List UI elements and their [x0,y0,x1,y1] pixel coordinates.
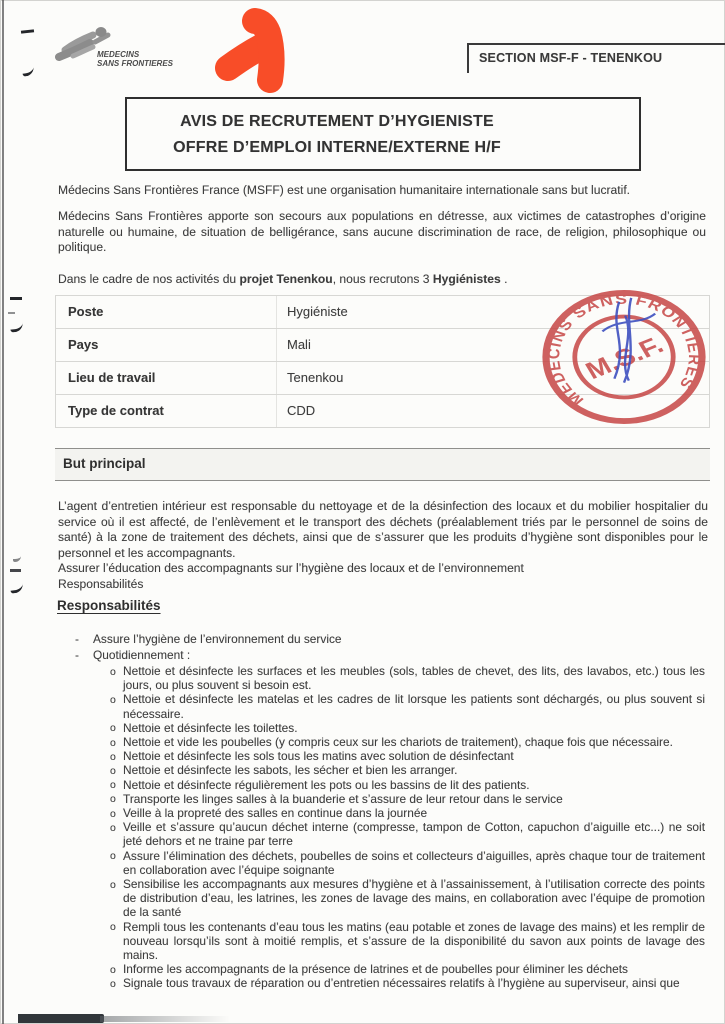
scan-mark [10,569,21,572]
section-header-box [467,43,725,73]
scan-mark [21,29,34,33]
but-principal-heading: But principal [63,456,146,471]
red-ink-blob [213,5,308,97]
row-label: Poste [68,304,104,319]
scan-mark [21,63,35,77]
but-principal-band [55,448,710,481]
table-row [56,395,709,427]
intro-paragraph-3 [58,272,706,288]
list-item: o Rempli tous les contenants d’eau tous les matins (eau potable et zones de lavage des mains) et les remplir de nouveau lorsqu’ils sont à moitié remplis, et s’assure de la disponibilité du savon aux points de lavage des mains. [110,920,705,963]
list-item: o Nettoie et désinfecte les sols tous les matins avec solution de désinfectant [110,749,705,763]
p3-text: . [500,272,508,286]
but-principal-body [58,499,708,592]
table-row [56,296,709,329]
p3-text: Dans le cadre de nos activités du [58,272,240,286]
logo-text-line2: SANS FRONTIERES [97,59,174,68]
msf-logo [55,26,215,84]
title-box [125,97,641,171]
row-label: Lieu de travail [68,370,156,385]
responsibilities-list [75,631,705,991]
document-title-line1: AVIS DE RECRUTEMENT D’HYGIENISTE [180,113,494,130]
dash-list [75,631,705,663]
list-item: o Veille et s’assure qu’aucun déchet interne (compresse, tampon de Cotton, capuchon d’aiguille etc...) ne soit jeté dehors et ne traine par terre [110,820,705,848]
p3-bold-project: projet Tenenkou [239,272,333,286]
document-title-line2: OFFRE D’EMPLOI INTERNE/EXTERNE H/F [173,139,501,156]
stamp-ring-text: MEDECINS SANS FRONTIERES [544,292,704,409]
row-label: Pays [68,337,99,352]
list-item: o Veille à la propreté des salles en continue dans la journée [110,806,705,820]
row-value: Mali [276,329,709,361]
list-item: o Nettoie et désinfecte les toilettes. [110,721,705,735]
job-table [55,295,710,428]
list-item: o Signale tous travaux de réparation ou d’entretien nécessaires relatifs à l’hygiène au superviseur, ainsi que [110,976,705,990]
table-row [56,362,709,395]
msf-runner-icon [55,26,215,84]
row-label: Type de contrat [68,403,164,418]
list-item: - Quotidiennement : [75,647,705,663]
section-label: SECTION MSF-F - TENENKOU [479,51,663,65]
list-item: o Assure l’élimination des déchets, poubelles de soins et collecteurs d’aiguilles, après chaque tour de traitement en collaboration avec l’équipe soignante [110,849,705,877]
row-value: Hygiéniste [276,296,709,328]
but-principal-line3: Responsabilités [58,576,144,591]
list-item: o Sensibilise les accompagnants aux mesures d’hygiène et à l’assainissement, à l’utilisation correcte des points de distribution d’eau, les latrines, les zones de lavage des mains, en collaboration avec l’équipe de promotion de la santé [110,877,705,920]
scan-edge-line [2,0,4,1024]
but-principal-paragraph: L’agent d’entretien intérieur est responsable du nettoyage et de la désinfection des locaux et du mobilier hospitalier du service où il est affecté, de l’enlèvement et le transport des déchets (préalablement triés par le personnel de soins de santé) à la zone de traitement des déchets, ainsi que de s’assurer que les produits d’hygiène sont disponibles pour le personnel et les accompagnants. [58,499,708,560]
p3-bold-role: Hygiénistes [432,272,501,286]
scan-mark [10,297,22,300]
scan-mark [13,552,21,562]
sub-list [110,664,705,991]
scan-mark [8,312,15,314]
scan-mark [9,319,23,332]
intro-paragraph-2: Médecins Sans Frontières apporte son secours aux populations en détresse, aux victimes de catastrophes d’origine naturelle ou humaine, de situation de belligérance, sans aucune discrimination de race, de religion, philosophique ou politique. [58,209,706,254]
stamp-center-text: M.S.F. [580,330,669,385]
list-item: o Informe les accompagnants de la présence de latrines et de poubelles pour éliminer les déchets [110,962,705,976]
list-item: o Transporte les linges salles à la buanderie et s’assure de leur retour dans le service [110,792,705,806]
list-item: - Assure l’hygiène de l’environnement du service [75,631,705,647]
scan-artifact-bottom-fade [100,1016,230,1022]
list-item: o Nettoie et désinfecte les sabots, les sécher et bien les arranger. [110,763,705,777]
row-value: Tenenkou [276,362,709,394]
logo-text-line1: MEDECINS [97,50,140,59]
intro-paragraph-1: Médecins Sans Frontières France (MSFF) est une organisation humanitaire internationale sans but lucratif. [58,183,631,197]
scan-artifact-bottom-bar [18,1014,104,1023]
list-item: o Nettoie et désinfecte les surfaces et les meubles (sols, tables de chevet, des lits, des lavabos, etc.) tous les jours, ou plus souvent si besoin est. [110,664,705,692]
p3-text: , nous recrutons 3 [332,272,433,286]
responsibilities-heading: Responsabilités [57,598,161,613]
list-item: o Nettoie et vide les poubelles (y compris ceux sur les chariots de traitement), chaque fois que nécessaire. [110,735,705,749]
list-item: o Nettoie et désinfecte régulièrement les pots ou les bassins de lit des patients. [110,778,705,792]
table-row [56,329,709,362]
but-principal-line2: Assurer l’éducation des accompagnants sur l’hygiène des locaux et de l’environnement [58,561,524,575]
list-item: o Nettoie et désinfecte les matelas et les cadres de lit lorsque les patients sont déchargés, ou plus souvent si nécessaire. [110,692,705,720]
row-value: CDD [276,395,709,427]
scan-mark [9,579,23,593]
